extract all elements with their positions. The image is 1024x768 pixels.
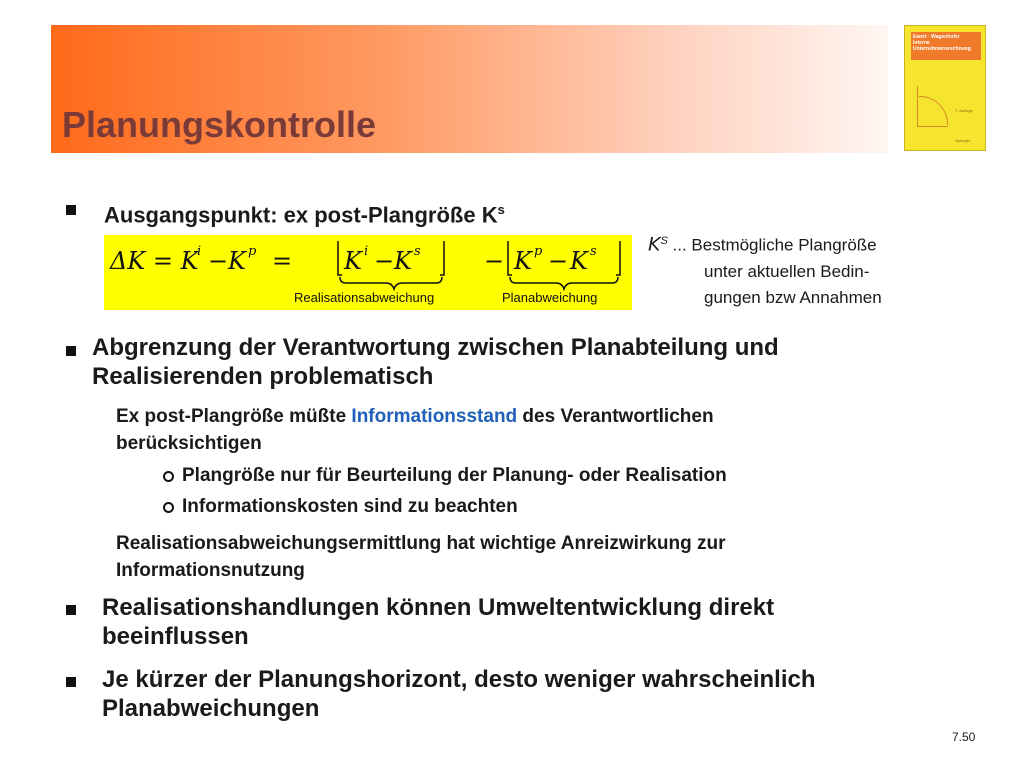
bullet-abgrenzung <box>92 333 779 391</box>
bracket-right-1 <box>440 241 444 275</box>
bullet-abgrenzung-line-1: Abgrenzung der Verantwortung zwischen Planabteilung und <box>92 334 779 361</box>
sub-expost-line-2: berücksichtigen <box>116 433 262 454</box>
side-note-text-1: ... Bestmögliche Plangröße <box>667 235 877 255</box>
book-cover-title-1: Interne <box>913 40 930 46</box>
formula-sup-s2: s <box>590 244 597 259</box>
formula-minus-3: − <box>484 247 505 275</box>
slide-title: Planungskontrolle <box>62 104 377 145</box>
sub-expost <box>116 403 714 457</box>
page-number: 7.50 <box>952 730 976 744</box>
bullet-planungshorizont-line-2: Planabweichungen <box>102 695 320 722</box>
label-realisationsabweichung: Realisationsabweichung <box>294 290 435 305</box>
bullet-realisationshandlungen-line-1: Realisationshandlungen können Umweltentwicklung direkt <box>102 594 775 621</box>
sub-realisation-line-1: Realisationsabweichungsermittlung hat wichtige Anreizwirkung zur <box>116 533 726 554</box>
bullet-square <box>66 205 76 215</box>
formula-minus-2: − <box>374 247 395 275</box>
bullet-square <box>66 677 76 687</box>
side-note-k: K <box>648 233 661 256</box>
book-cover-edition: 7. Auflage <box>955 108 973 113</box>
bracket-left-2 <box>508 241 512 275</box>
circle-bullet-icon <box>163 502 174 513</box>
formula-sup-i: i <box>197 244 202 259</box>
formula-sup-i2: i <box>364 244 369 259</box>
formula-k-p: K <box>228 247 246 275</box>
book-cover-authors: Ewert · Wagenhofer <box>913 34 960 40</box>
bullet-realisationshandlungen-line-2: beeinflussen <box>102 623 249 650</box>
formula-minus-4: − <box>548 247 569 275</box>
sub-item-2 <box>163 493 518 520</box>
bullet-realisationshandlungen <box>102 593 774 651</box>
side-note-line-2: unter aktuellen Bedin- <box>704 261 870 281</box>
book-cover-title-2: Unternehmensrechnung <box>913 46 971 52</box>
book-cover-publisher: Springer <box>955 138 971 143</box>
side-note-line-1 <box>648 228 882 259</box>
bullet-planungshorizont <box>102 665 816 723</box>
formula-minus-1: − <box>208 247 229 275</box>
label-planabweichung: Planabweichung <box>502 290 598 305</box>
book-cover-band <box>911 32 981 60</box>
sub-item-2-text: Informationskosten sind zu beachten <box>182 496 518 517</box>
sub-expost-pre: Ex post-Plangröße müßte <box>116 406 352 427</box>
sub-realisation <box>116 530 726 584</box>
sub-item-1 <box>163 462 727 489</box>
side-note-line-3: gungen bzw Annahmen <box>704 287 882 307</box>
bullet-ausgangspunkt <box>104 195 505 229</box>
sub-expost-post: des Verantwortlichen <box>517 406 714 427</box>
formula-k-i2: K <box>344 247 362 275</box>
sub-realisation-line-2: Informationsnutzung <box>116 560 305 581</box>
formula-sup-s1: s <box>414 244 421 259</box>
formula-sup-p2: p <box>534 244 543 259</box>
book-cover-image <box>904 25 986 151</box>
bracket-left-1 <box>338 241 342 275</box>
underbrace-2 <box>510 277 618 289</box>
bullet-ausgangspunkt-sup: s <box>497 202 505 217</box>
bullet-planungshorizont-line-1: Je kürzer der Planungshorizont, desto weniger wahrscheinlich <box>102 666 816 693</box>
bullet-abgrenzung-line-2: Realisierenden problematisch <box>92 363 434 390</box>
circle-bullet-icon <box>163 471 174 482</box>
formula-lhs: ΔK = K <box>110 247 199 275</box>
formula-svg <box>104 235 632 310</box>
bracket-right-2 <box>616 241 620 275</box>
sub-item-1-text: Plangröße nur für Beurteilung der Planung- oder Realisation <box>182 465 727 486</box>
formula-k-p2: K <box>514 247 532 275</box>
formula-k-s2: K <box>570 247 588 275</box>
sub-expost-line-1 <box>116 403 714 430</box>
side-note-sup: S <box>660 235 668 247</box>
bullet-square <box>66 346 76 356</box>
formula-box <box>104 235 632 310</box>
formula-eq: = <box>272 247 293 275</box>
side-note <box>648 228 882 311</box>
formula-k-s1: K <box>394 247 412 275</box>
bullet-ausgangspunkt-text: Ausgangspunkt: ex post-Plangröße K <box>104 202 498 228</box>
bullet-square <box>66 605 76 615</box>
underbrace-1 <box>340 277 442 289</box>
sub-expost-highlight: Informationsstand <box>351 406 518 427</box>
formula-sup-p: p <box>248 244 257 259</box>
